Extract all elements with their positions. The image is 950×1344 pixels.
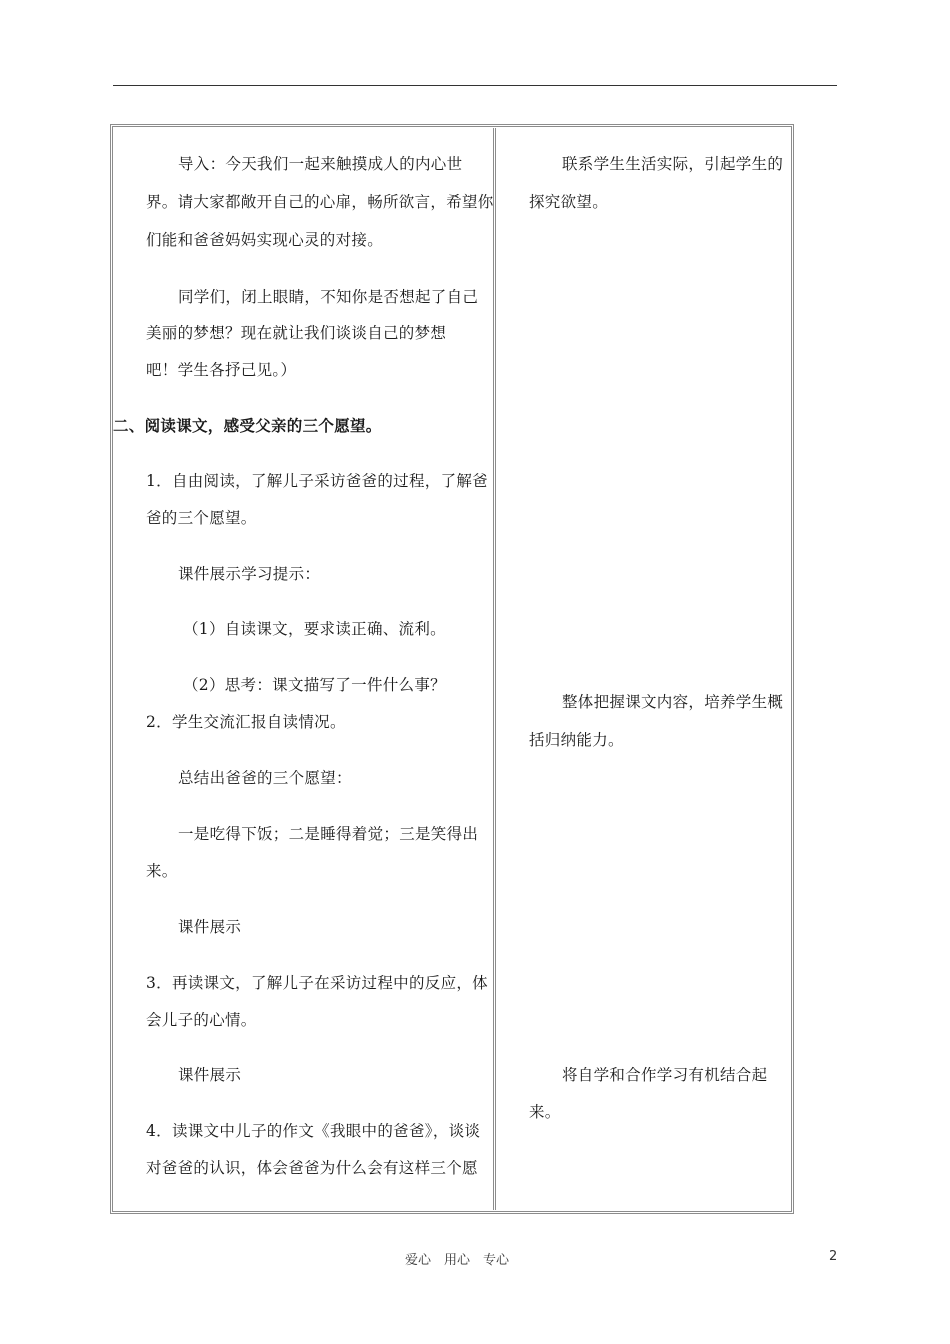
tip-1: （1）自读课文，要求读正确、流利。 bbox=[183, 620, 446, 638]
step4-line-2: 对爸爸的认识，体会爸爸为什么会有这样三个愿 bbox=[146, 1159, 478, 1177]
step3-line-2: 会儿子的心情。 bbox=[146, 1011, 257, 1029]
section-2-heading: 二、阅读课文，感受父亲的三个愿望。 bbox=[113, 416, 382, 435]
column-divider bbox=[493, 128, 496, 1210]
step4-line-1: 4．读课文中儿子的作文《我眼中的爸爸》，谈谈 bbox=[146, 1122, 481, 1140]
courseware-label-2: 课件展示 bbox=[178, 1066, 242, 1084]
step3-line-1: 3．再读课文，了解儿子在采访过程中的反应，体 bbox=[146, 974, 488, 992]
note2-line-2: 括归纳能力。 bbox=[529, 731, 624, 749]
dream-line-3: 吧！学生各抒己见。） bbox=[146, 361, 297, 379]
page-number: 2 bbox=[829, 1249, 838, 1264]
note2-line-1: 整体把握课文内容，培养学生概 bbox=[562, 693, 784, 711]
intro-line-1: 导入：今天我们一起来触摸成人的内心世 bbox=[178, 155, 463, 173]
step1-line-2: 爸的三个愿望。 bbox=[146, 509, 257, 527]
courseware-label-1: 课件展示 bbox=[178, 918, 242, 936]
note1-line-2: 探究欲望。 bbox=[529, 193, 609, 211]
summary-label: 总结出爸爸的三个愿望： bbox=[178, 769, 352, 787]
intro-line-2: 界。请大家都敞开自己的心扉，畅所欲言，希望你 bbox=[146, 193, 494, 211]
dream-line-1: 同学们，闭上眼睛，不知你是否想起了自己 bbox=[178, 288, 479, 306]
header-rule bbox=[113, 85, 837, 86]
intro-line-3: 们能和爸爸妈妈实现心灵的对接。 bbox=[146, 231, 384, 249]
step2-line: 2．学生交流汇报自读情况。 bbox=[146, 713, 346, 731]
courseware-tips-label: 课件展示学习提示： bbox=[178, 565, 321, 583]
footer-motto: 爱心 用心 专心 bbox=[405, 1253, 510, 1268]
note1-line-1: 联系学生生活实际，引起学生的 bbox=[562, 155, 784, 173]
dream-line-2: 美丽的梦想？现在就让我们谈谈自己的梦想 bbox=[146, 324, 447, 342]
tip-2: （2）思考：课文描写了一件什么事？ bbox=[183, 676, 446, 694]
note3-line-1: 将自学和合作学习有机结合起 bbox=[562, 1066, 768, 1084]
note3-line-2: 来。 bbox=[529, 1103, 561, 1121]
step1-line-1: 1．自由阅读，了解儿子采访爸爸的过程，了解爸 bbox=[146, 472, 488, 490]
wishes-line-1: 一是吃得下饭；二是睡得着觉；三是笑得出 bbox=[178, 825, 479, 843]
wishes-line-2: 来。 bbox=[146, 862, 178, 880]
